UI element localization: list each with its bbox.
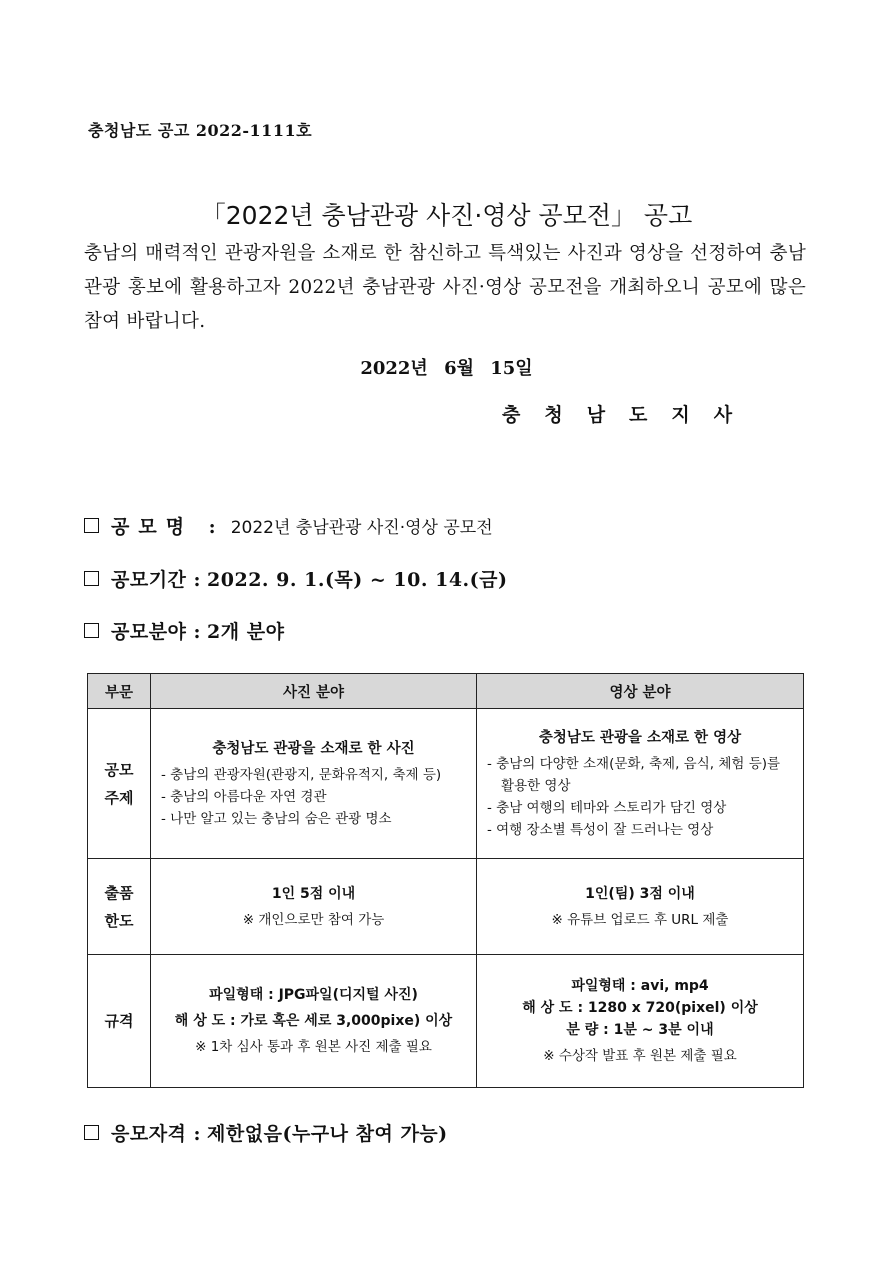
video-limit-cell bbox=[477, 859, 804, 955]
video-limit-note: ※ 유튜브 업로드 후 URL 제출 bbox=[551, 911, 729, 928]
square-bullet-icon bbox=[84, 623, 99, 638]
photo-spec-format: 파일형태 : JPG파일(디지털 사진) bbox=[209, 987, 418, 1003]
table-header-row bbox=[88, 674, 804, 709]
issuer: 충청남도지사 bbox=[502, 404, 757, 426]
table-row-limit bbox=[88, 859, 804, 955]
list-item: - 여행 장소별 특성이 잘 드러나는 영상 bbox=[487, 822, 714, 838]
row-label-limit bbox=[88, 859, 151, 955]
photo-theme-title: 충청남도 관광을 소재로 한 사진 bbox=[212, 741, 415, 757]
row-label-line: 한도 bbox=[104, 911, 134, 930]
notice-number: 충청남도 공고 2022-1111호 bbox=[88, 121, 313, 140]
square-bullet-icon bbox=[84, 1125, 99, 1140]
eligibility-item bbox=[84, 1119, 448, 1146]
item-label: 공모기간 : bbox=[111, 569, 202, 591]
video-spec-cell bbox=[477, 955, 804, 1088]
row-label-line: 공모 bbox=[104, 760, 134, 779]
item-value: 2022. 9. 1.(목) ~ 10. 14.(금) bbox=[207, 569, 508, 591]
photo-limit-note: ※ 개인으로만 참여 가능 bbox=[242, 911, 385, 928]
row-label-line: 출품 bbox=[104, 883, 134, 902]
photo-theme-cell bbox=[151, 709, 477, 859]
table-row-spec bbox=[88, 955, 804, 1088]
contest-name-item bbox=[84, 512, 493, 539]
list-item: - 충남 여행의 테마와 스토리가 담긴 영상 bbox=[487, 800, 727, 816]
video-theme-list bbox=[487, 753, 793, 841]
contest-table bbox=[87, 673, 804, 1088]
item-label: 응모자격 : bbox=[111, 1123, 202, 1145]
list-item: - 충남의 다양한 소재(문화, 축제, 음식, 체험 등)를 활용한 영상 bbox=[487, 756, 781, 794]
item-value: 2022년 충남관광 사진·영상 공모전 bbox=[230, 518, 493, 538]
row-label-spec: 규격 bbox=[88, 955, 151, 1088]
header-category: 부문 bbox=[88, 674, 151, 709]
table-row-theme bbox=[88, 709, 804, 859]
page-title: 「2022년 충남관광 사진·영상 공모전」 공고 bbox=[200, 201, 693, 230]
video-theme-cell bbox=[477, 709, 804, 859]
video-spec-resolution: 해 상 도 : 1280 x 720(pixel) 이상 bbox=[522, 1000, 758, 1016]
row-label-theme bbox=[88, 709, 151, 859]
video-spec-format: 파일형태 : avi, mp4 bbox=[571, 978, 709, 994]
item-label: 공모분야 : bbox=[111, 621, 202, 643]
contest-field-item bbox=[84, 617, 284, 644]
square-bullet-icon bbox=[84, 518, 99, 533]
item-value: 제한없음(누구나 참여 가능) bbox=[207, 1123, 448, 1145]
square-bullet-icon bbox=[84, 571, 99, 586]
row-label-line: 주제 bbox=[104, 788, 134, 807]
video-theme-title: 충청남도 관광을 소재로 한 영상 bbox=[538, 730, 742, 746]
header-photo: 사진 분야 bbox=[151, 674, 477, 709]
photo-spec-note: ※ 1차 심사 통과 후 원본 사진 제출 필요 bbox=[195, 1039, 432, 1055]
video-limit-main: 1인(팀) 3점 이내 bbox=[585, 885, 695, 902]
photo-limit-cell bbox=[151, 859, 477, 955]
photo-spec-resolution: 해 상 도 : 가로 혹은 세로 3,000pixe) 이상 bbox=[174, 1013, 453, 1029]
notice-date: 2022년 6월 15일 bbox=[360, 358, 533, 379]
item-value: 2개 분야 bbox=[207, 621, 285, 643]
photo-limit-main: 1인 5점 이내 bbox=[271, 885, 356, 902]
list-item: - 나만 알고 있는 충남의 숨은 관광 명소 bbox=[161, 811, 392, 827]
header-video: 영상 분야 bbox=[477, 674, 804, 709]
photo-theme-list bbox=[161, 764, 466, 830]
video-spec-length: 분 량 : 1분 ~ 3분 이내 bbox=[566, 1022, 714, 1038]
list-item: - 충남의 아름다운 자연 경관 bbox=[161, 789, 327, 805]
video-spec-note: ※ 수상작 발표 후 원본 제출 필요 bbox=[543, 1048, 737, 1064]
contest-period-item bbox=[84, 565, 507, 592]
item-label: 공모명 : bbox=[111, 516, 225, 538]
list-item: - 충남의 관광자원(관광지, 문화유적지, 축제 등) bbox=[161, 767, 442, 783]
photo-spec-cell bbox=[151, 955, 477, 1088]
intro-paragraph: 충남의 매력적인 관광자원을 소재로 한 참신하고 특색있는 사진과 영상을 선정하여 충남관광 홍보에 활용하고자 2022년 충남관광 사진·영상 공모전을 개최하오니 공모에 많은 참여 바랍니다. bbox=[84, 243, 806, 332]
